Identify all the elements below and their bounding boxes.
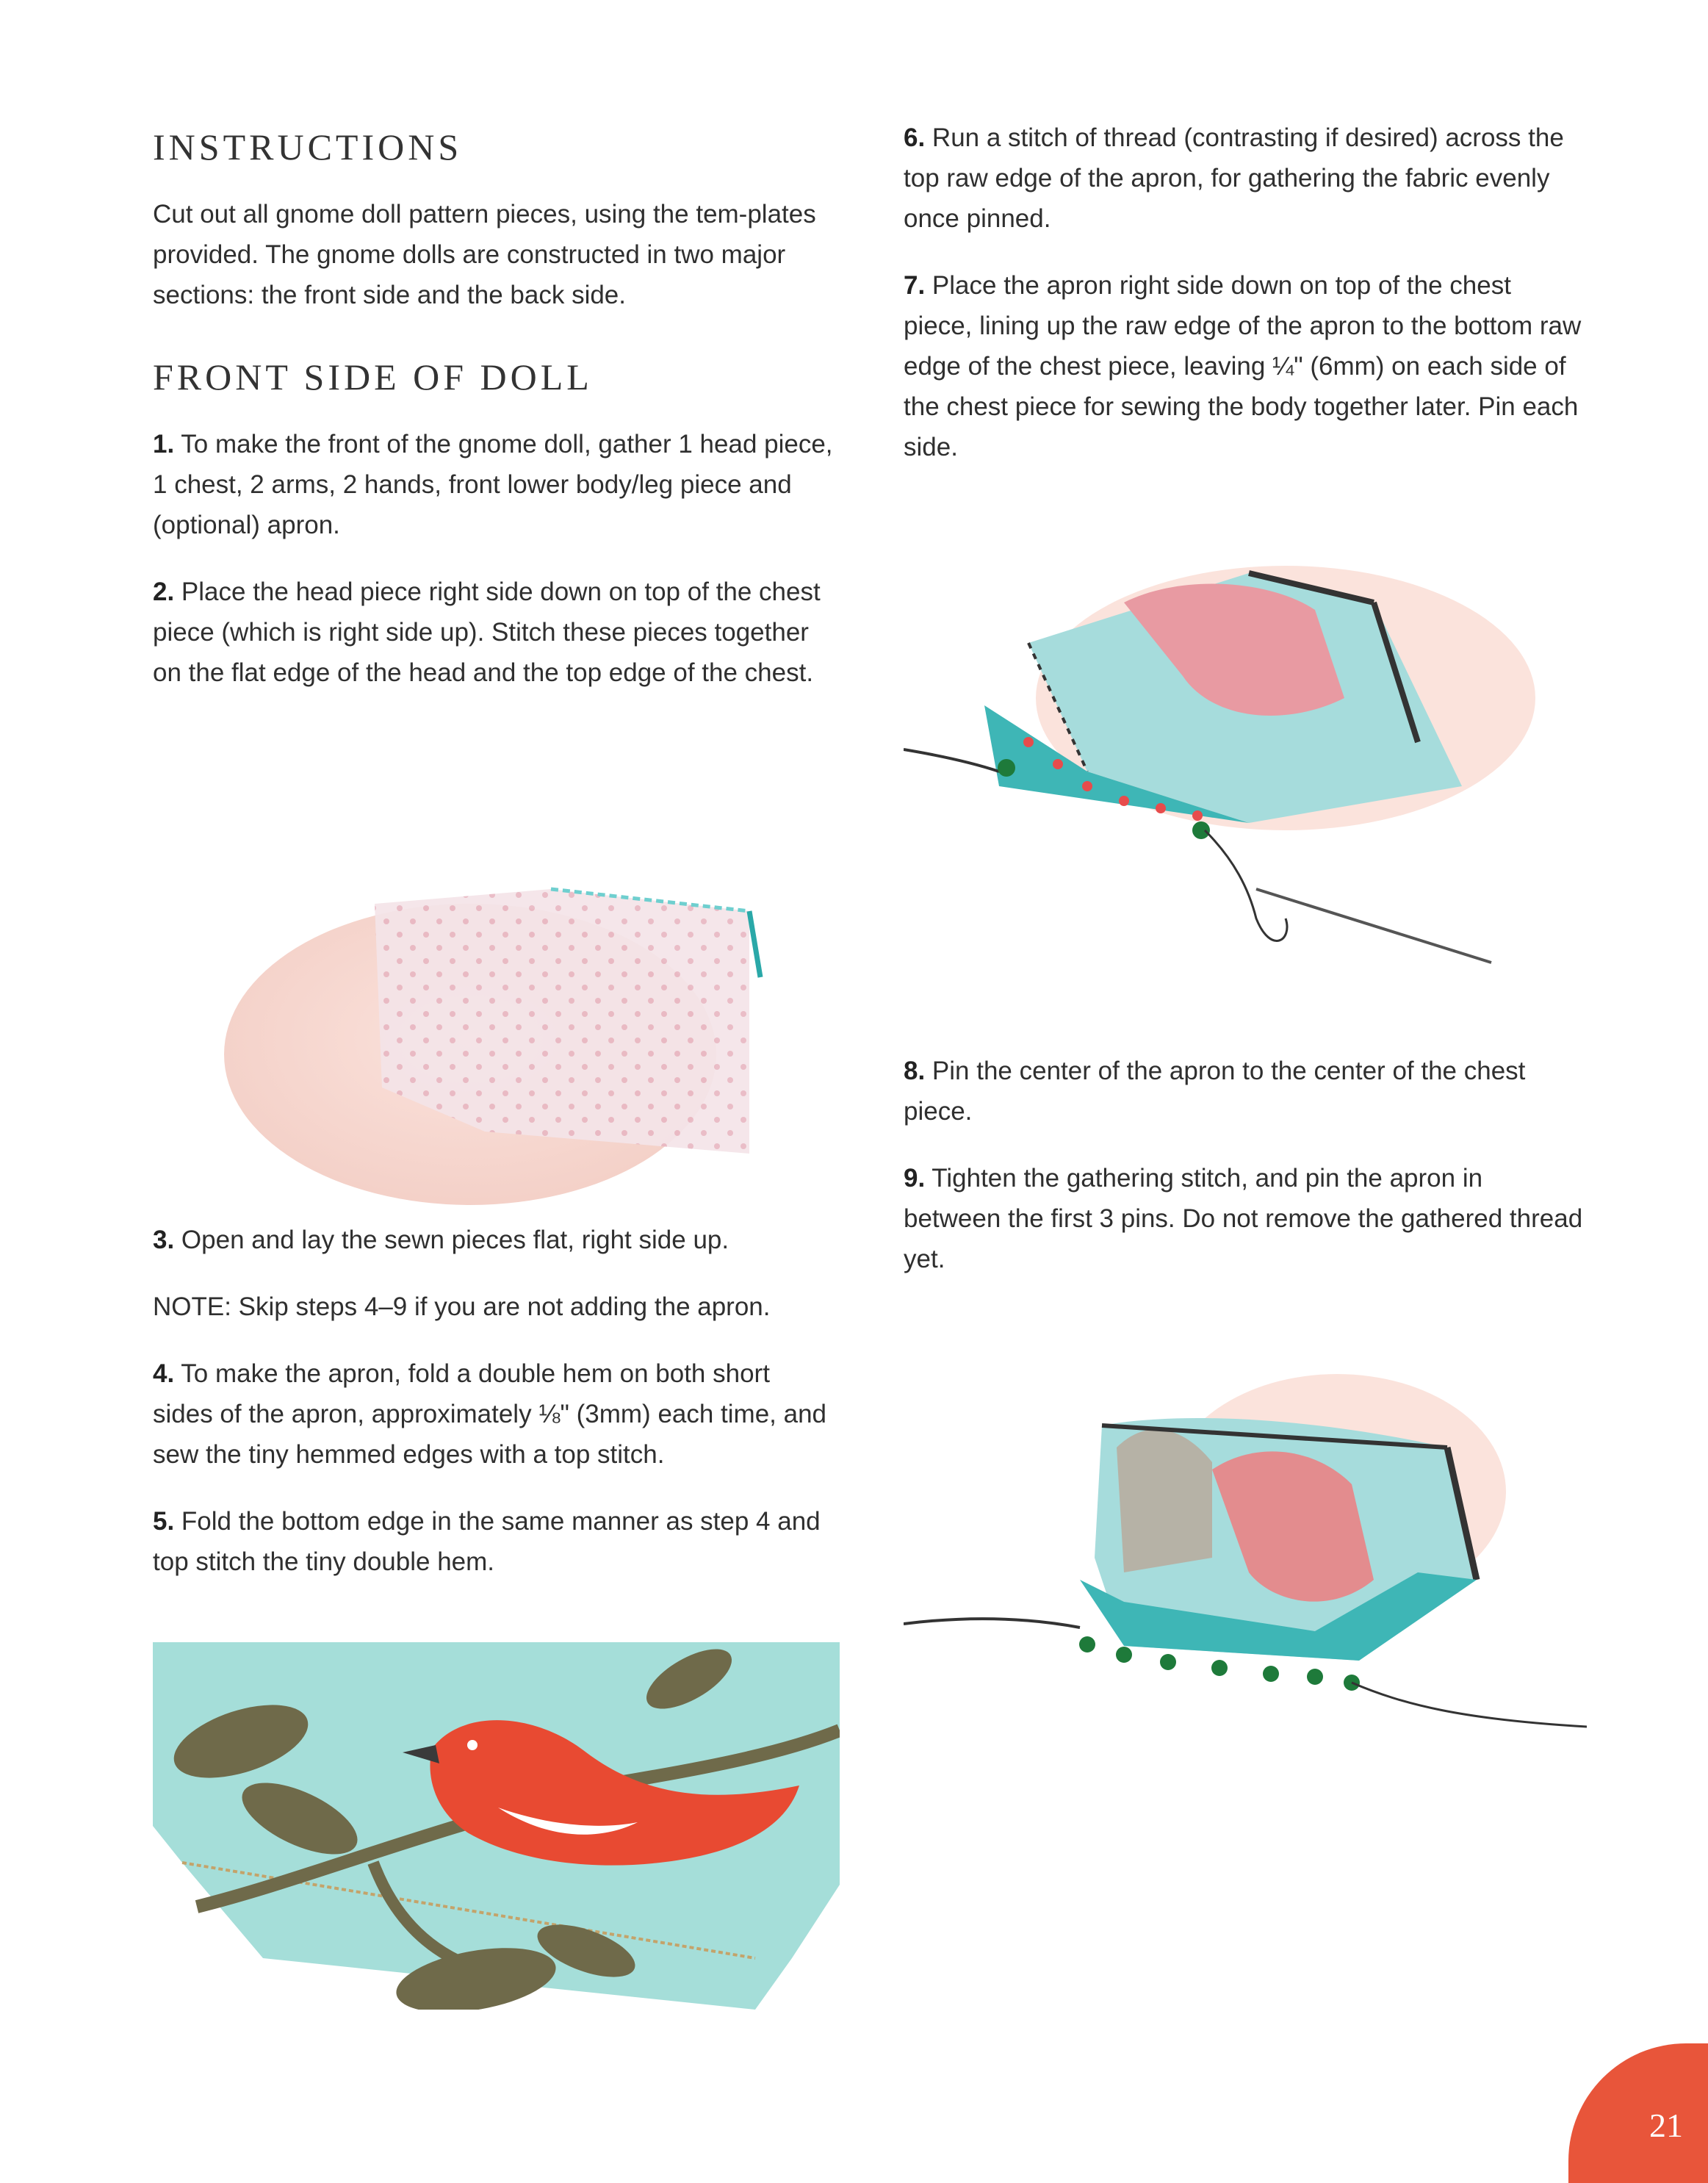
- step-number: 1.: [153, 430, 175, 458]
- step-text: Fold the bottom edge in the same manner as step 4 and top stitch the tiny double hem.: [153, 1507, 821, 1576]
- felt-head-illustration: [220, 808, 779, 1220]
- note: NOTE: Skip steps 4–9 if you are not adding the apron.: [153, 1292, 771, 1321]
- step-text: Run a stitch of thread (contrasting if desired) across the top raw edge of the apron, for gathering the fabric evenly once pinned.: [904, 123, 1564, 233]
- step-6: [904, 118, 1587, 239]
- right-column: [904, 118, 1587, 467]
- photo-head-and-chest: [220, 808, 779, 1220]
- step-7: [904, 265, 1587, 467]
- intro-paragraph: Cut out all gnome doll pattern pieces, using the tem-plates provided. The gnome dolls are constructed in two major sections: the front side and the back side.: [153, 200, 816, 309]
- bird-fabric-illustration: [153, 1642, 840, 2010]
- bird-eye: [467, 1740, 478, 1750]
- photo-pinned-apron: [904, 507, 1587, 992]
- left-column: [153, 125, 836, 693]
- step-8: [904, 1051, 1587, 1132]
- gathered-apron-illustration: [904, 1337, 1587, 1822]
- step-number: 3.: [153, 1226, 175, 1254]
- pin-head: [998, 759, 1015, 777]
- gathering-thread: [1352, 1683, 1587, 1727]
- step-4: [153, 1353, 836, 1475]
- step-text: Place the apron right side down on top of the chest piece, lining up the raw edge of the apron to the bottom raw edge of the chest piece, leaving ¼" (6mm) on each side of the chest piece for sewing the body together later. Pin each side.: [904, 271, 1582, 461]
- needle: [1256, 889, 1491, 963]
- step-number: 9.: [904, 1164, 926, 1193]
- step-number: 5.: [153, 1507, 175, 1536]
- instructions-heading: INSTRUCTIONS: [153, 126, 463, 168]
- leaf-print: [1117, 1429, 1212, 1572]
- step-text: Open and lay the sewn pieces flat, right side up.: [174, 1226, 729, 1254]
- step-text: Tighten the gathering stitch, and pin the apron in between the first 3 pins. Do not remove the gathered thread yet.: [904, 1164, 1583, 1273]
- step-9: [904, 1158, 1587, 1279]
- photo-apron-fabric: [153, 1642, 840, 2010]
- step-text: To make the apron, fold a double hem on both short sides of the apron, approximately ⅛" (3mm) each time, and sew the tiny hemmed edges with a top stitch.: [153, 1359, 827, 1469]
- step-number: 8.: [904, 1057, 926, 1085]
- step-text: To make the front of the gnome doll, gather 1 head piece, 1 chest, 2 arms, 2 hands, front lower body/leg piece and (optional) apron.: [153, 430, 833, 539]
- right-column-lower: [904, 1051, 1587, 1279]
- page-number-badge: [1568, 2043, 1708, 2183]
- step-5: [153, 1501, 836, 1582]
- step-number: 6.: [904, 123, 926, 152]
- page-number: 21: [1649, 2107, 1683, 2144]
- step-text: Pin the center of the apron to the center of the chest piece.: [904, 1057, 1526, 1126]
- step-number: 4.: [153, 1359, 175, 1388]
- left-column-lower: [153, 1220, 836, 1582]
- photo-gathered-apron: [904, 1337, 1587, 1822]
- pin-head: [1192, 821, 1210, 839]
- pinned-apron-illustration: [904, 507, 1587, 992]
- step-3: [153, 1220, 836, 1260]
- step-1: [153, 424, 836, 545]
- step-text: Place the head piece right side down on top of the chest piece (which is right side up). Stitch these pieces together on the flat edge of the head and the top edge of the chest.: [153, 578, 821, 687]
- step-number: 2.: [153, 578, 175, 606]
- front-side-heading: FRONT SIDE OF DOLL: [153, 356, 593, 398]
- step-number: 7.: [904, 271, 926, 300]
- step-2: [153, 572, 836, 693]
